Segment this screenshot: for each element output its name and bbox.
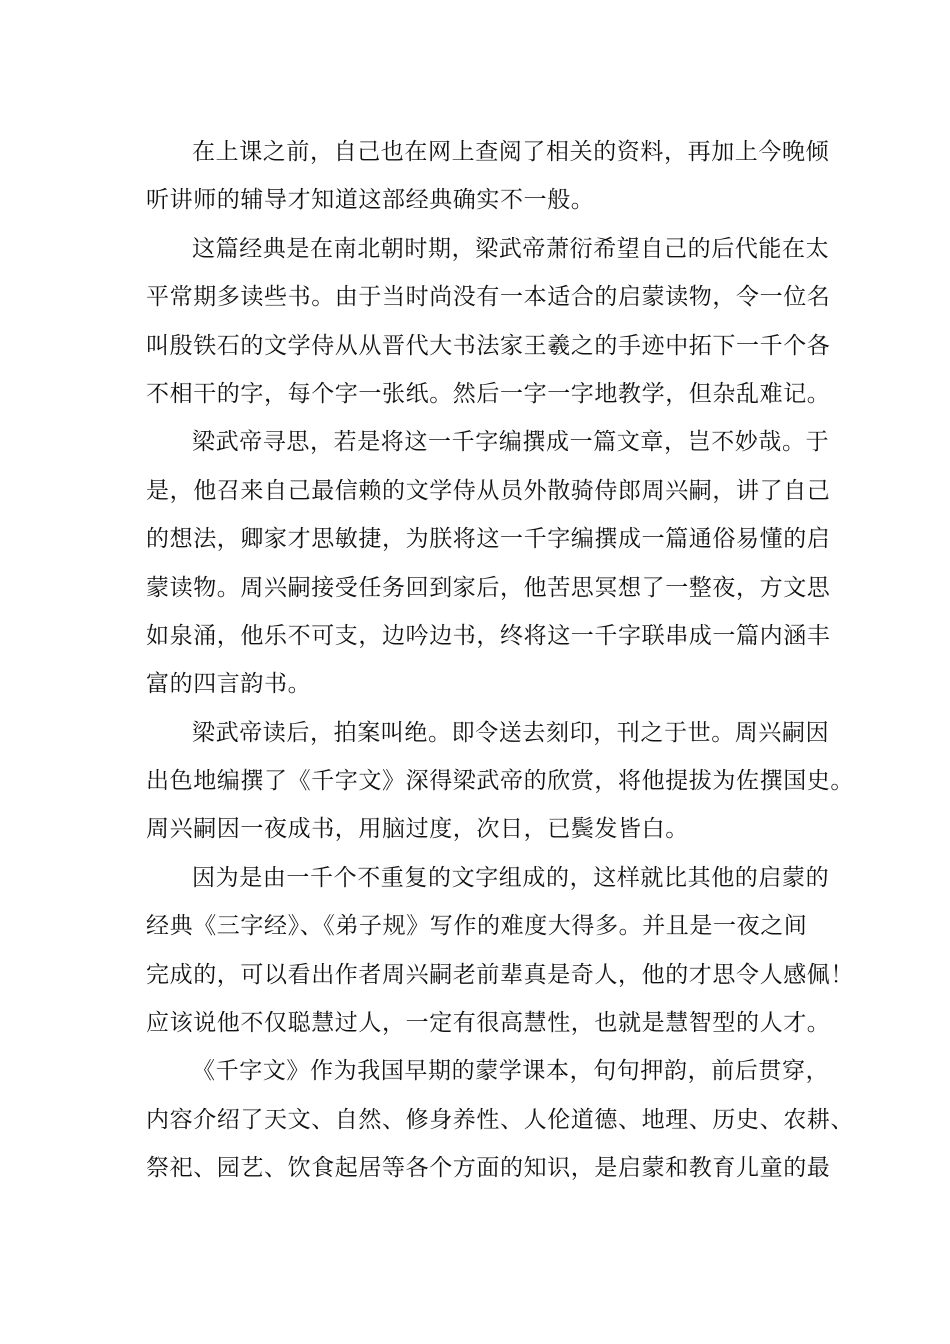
text-line: 这篇经典是在南北朝时期，梁武帝萧衍希望自己的后代能在太 (192, 235, 830, 262)
text-line: 不相干的字，每个字一张纸。然后一字一字地教学，但杂乱难记。 (146, 380, 831, 407)
text-line: 叫殷铁石的文学侍从从晋代大书法家王羲之的手迹中拓下一千个各 (146, 332, 831, 359)
text-line: 梁武帝读后，拍案叫绝。即令送去刻印，刊之于世。周兴嗣因 (192, 719, 830, 746)
text-line: 在上课之前，自己也在网上查阅了相关的资料，再加上今晚倾 (192, 139, 830, 165)
text-line: 经典《三字经》、《弟子规》写作的难度大得多。并且是一夜之间 (146, 913, 808, 940)
text-line: 蒙读物。周兴嗣接受任务回到家后，他苦思冥想了一整夜，方文思 (146, 574, 831, 601)
text-line: 《千字文》作为我国早期的蒙学课本，句句押韵，前后贯穿， (192, 1058, 830, 1085)
text-line: 是，他召来自己最信赖的文学侍从员外散骑侍郎周兴嗣，讲了自己 (146, 477, 831, 504)
text-line: 完成的，可以看出作者周兴嗣老前辈真是奇人，他的才思令人感佩！ (146, 961, 854, 988)
text-line: 周兴嗣因一夜成书，用脑过度，次日，已鬓发皆白。 (146, 816, 689, 843)
text-line: 应该说他不仅聪慧过人，一定有很高慧性，也就是慧智型的人才。 (146, 1010, 831, 1037)
text-line: 平常期多读些书。由于当时尚没有一本适合的启蒙读物，令一位名 (146, 284, 831, 311)
text-line: 出色地编撰了《千字文》深得梁武帝的欣赏，将他提拔为佐撰国史。 (146, 768, 854, 795)
document-body (146, 128, 854, 1193)
text-line: 富的四言韵书。 (146, 671, 312, 698)
text-line: 听讲师的辅导才知道这部经典确实不一般。 (146, 187, 595, 214)
text-line: 梁武帝寻思，若是将这一千字编撰成一篇文章，岂不妙哉。于 (192, 429, 830, 456)
text-line: 内容介绍了天文、自然、修身养性、人伦道德、地理、历史、农耕、 (146, 1106, 854, 1133)
text-line: 如泉涌，他乐不可支，边吟边书，终将这一千字联串成一篇内涵丰 (146, 622, 831, 649)
text-line: 祭祀、园艺、饮食起居等各个方面的知识，是启蒙和教育儿童的最 (146, 1155, 831, 1182)
text-line: 因为是由一千个不重复的文字组成的，这样就比其他的启蒙的 (192, 864, 830, 891)
text-line: 的想法，卿家才思敏捷，为朕将这一千字编撰成一篇通俗易懂的启 (146, 526, 831, 553)
